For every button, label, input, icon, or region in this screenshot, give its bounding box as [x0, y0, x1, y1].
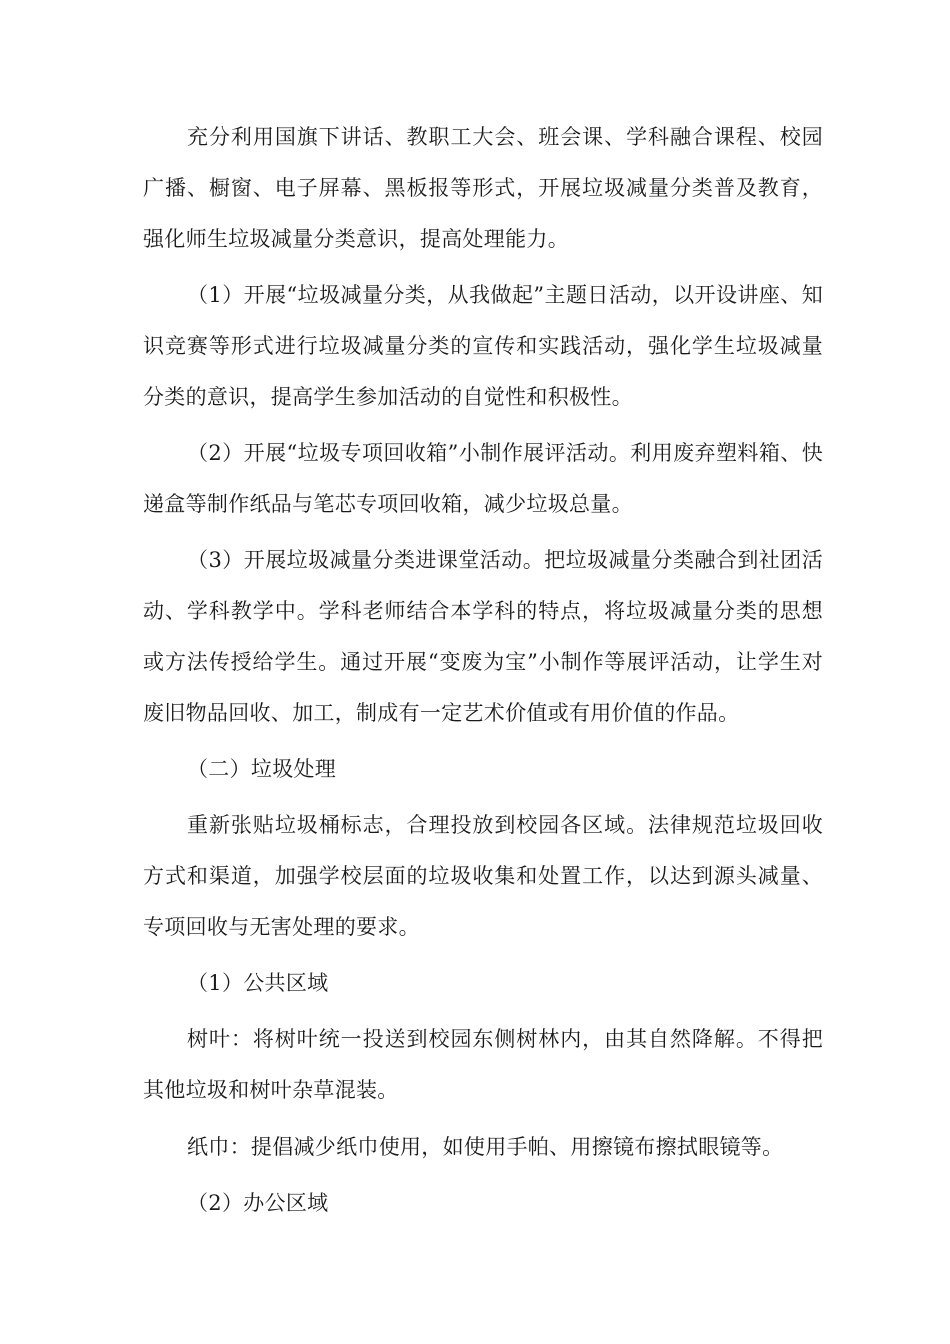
paragraph-publicity: 充分利用国旗下讲话、教职工大会、班会课、学科融合课程、校园广播、橱窗、电子屏幕、黑板报等形式，开展垃圾减量分类普及教育，强化师生垃圾减量分类意识，提高处理能力。 [143, 125, 823, 251]
paragraph-item-1-theme-day: （1）开展“垃圾减量分类，从我做起”主题日活动，以开设讲座、知识竞赛等形式进行垃圾减量分类的宣传和实践活动，强化学生垃圾减量分类的意识，提高学生参加活动的自觉性和积极性。 [143, 283, 823, 409]
subheading-office-area: （2）办公区域 [187, 1191, 329, 1215]
paragraph-leaves: 树叶：将树叶统一投送到校园东侧树林内，由其自然降解。不得把其他垃圾和树叶杂草混装。 [143, 1027, 823, 1102]
section-heading-waste-handling: （二）垃圾处理 [187, 757, 337, 781]
paragraph-bin-signs: 重新张贴垃圾桶标志，合理投放到校园各区域。法律规范垃圾回收方式和渠道，加强学校层面的垃圾收集和处置工作，以达到源头减量、专项回收与无害处理的要求。 [143, 813, 823, 939]
paragraph-item-2-recycling-box: （2）开展“垃圾专项回收箱”小制作展评活动。利用废弃塑料箱、快递盒等制作纸品与笔芯专项回收箱，减少垃圾总量。 [143, 441, 823, 516]
paragraph-item-3-classroom: （3）开展垃圾减量分类进课堂活动。把垃圾减量分类融合到社团活动、学科教学中。学科老师结合本学科的特点，将垃圾减量分类的思想或方法传授给学生。通过开展“变废为宝”小制作等展评活动，让学生对废旧物品回收、加工，制成有一定艺术价值或有用价值的作品。 [143, 548, 823, 725]
document-body [143, 112, 823, 1234]
subheading-public-area: （1）公共区域 [187, 971, 329, 995]
paragraph-tissues: 纸巾：提倡减少纸巾使用，如使用手帕、用擦镜布擦拭眼镜等。 [187, 1135, 784, 1159]
